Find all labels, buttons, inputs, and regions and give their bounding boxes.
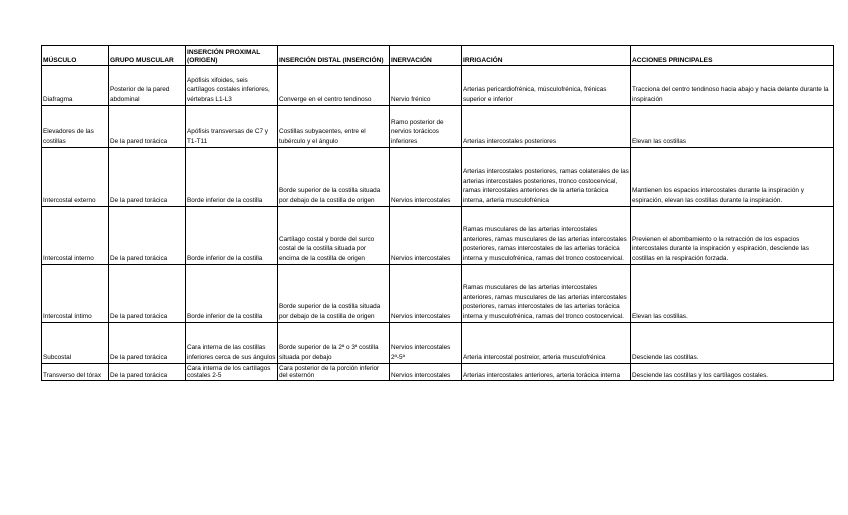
- cell-irrigacion: Arterias intercostales anteriores, arteria torácica interna: [462, 364, 631, 381]
- header-acciones: ACCIONES PRINCIPALES: [631, 46, 834, 66]
- cell-inervacion: Nervio frénico: [390, 66, 462, 106]
- header-musculo: MÚSCULO: [42, 46, 109, 66]
- cell-insercion: Converge en el centro tendinoso: [278, 66, 390, 106]
- cell-grupo: De la pared torácica: [109, 207, 186, 265]
- cell-grupo: De la pared torácica: [109, 148, 186, 207]
- cell-acciones: Mantienen los espacios intercostales durante la inspiración y espiración, elevan las costillas durante la inspiración.: [631, 148, 834, 207]
- cell-insercion: Borde superior de la 2ª o 3ª costilla situada por debajo: [278, 323, 390, 364]
- cell-irrigacion: Arterias intercostales posteriores: [462, 106, 631, 148]
- cell-irrigacion: Arterias intercostales posteriores, ramas colaterales de las arterias intercostales posteriores, tronco costocervical, ramas intercostales anteriores de la arteria torácica interna, arteria musculofrénica: [462, 148, 631, 207]
- table-row: [42, 323, 834, 364]
- header-inervacion: INERVACIÓN: [390, 46, 462, 66]
- cell-origen: Apófisis xifoides, seis cartílagos costales inferiores, vértebras L1-L3: [186, 66, 278, 106]
- table-row: [42, 207, 834, 265]
- cell-irrigacion: Ramas musculares de las arterias intercostales anteriores, ramas musculares de las arterias intercostales posteriores, ramas intercostales de las arterias torácica interna y musculofrénica, ramas del tronco costocervical.: [462, 207, 631, 265]
- cell-insercion: Costillas subyacentes, entre el tubérculo y el ángulo: [278, 106, 390, 148]
- cell-insercion: Cartílago costal y borde del surco costal de la costilla situada por encima de la costilla de origen: [278, 207, 390, 265]
- cell-insercion: Borde superior de la costilla situada por debajo de la costilla de origen: [278, 148, 390, 207]
- header-insercion-proximal: INSERCIÓN PROXIMAL (ORIGEN): [186, 46, 278, 66]
- cell-origen: Borde inferior de la costilla: [186, 207, 278, 265]
- cell-inervacion: Nervios intercostales: [390, 148, 462, 207]
- cell-inervacion: Nervios intercostales: [390, 265, 462, 323]
- cell-musculo: Subcostal: [42, 323, 109, 364]
- cell-acciones: Elevan las costillas: [631, 106, 834, 148]
- cell-irrigacion: Arterias pericardiofrénica, músculofrénica, frénicas superior e inferior: [462, 66, 631, 106]
- cell-acciones: Tracciona del centro tendinoso hacia abajo y hacia delante durante la inspiración: [631, 66, 834, 106]
- cell-inervacion: Nervios intercostales: [390, 207, 462, 265]
- cell-grupo: Posterior de la pared abdominal: [109, 66, 186, 106]
- cell-origen: Cara interna de los cartílagos costales 2-5: [186, 364, 278, 381]
- cell-inervacion: Ramo posterior de nervios torácicos inferiores: [390, 106, 462, 148]
- cell-acciones: Desciende las costillas.: [631, 323, 834, 364]
- cell-grupo: De la pared torácica: [109, 323, 186, 364]
- cell-origen: Borde inferior de la costilla: [186, 265, 278, 323]
- cell-origen: Cara interna de las costillas inferiores cerca de sus ángulos: [186, 323, 278, 364]
- cell-insercion: Cara posterior de la porción inferior del esternón: [278, 364, 390, 381]
- table-row: [42, 265, 834, 323]
- cell-origen: Borde inferior de la costilla: [186, 148, 278, 207]
- cell-musculo: Intercostal íntimo: [42, 265, 109, 323]
- cell-grupo: De la pared torácica: [109, 106, 186, 148]
- cell-musculo: Intercostal interno: [42, 207, 109, 265]
- cell-origen: Apófisis transversas de C7 y T1-T11: [186, 106, 278, 148]
- cell-irrigacion: Ramas musculares de las arterias intercostales anteriores, ramas musculares de las arterias intercostales posteriores, ramas intercostales de las arterias torácica interna y musculofrénica, ramas del tronco costocervical.: [462, 265, 631, 323]
- table-row: [42, 148, 834, 207]
- table-row: [42, 364, 834, 381]
- table-row: [42, 106, 834, 148]
- cell-acciones: Desciende las costillas y los cartílagos costales.: [631, 364, 834, 381]
- cell-inervacion: Nervios intercostales: [390, 364, 462, 381]
- cell-acciones: Previenen el abombamiento o la retracción de los espacios intercostales durante la inspiración y espiración, desciende las costillas en la respiración forzada.: [631, 207, 834, 265]
- cell-grupo: De la pared torácica: [109, 364, 186, 381]
- cell-musculo: Intercostal externo: [42, 148, 109, 207]
- cell-acciones: Elevan las costillas.: [631, 265, 834, 323]
- header-row: [42, 46, 834, 66]
- header-grupo-muscular: GRUPO MUSCULAR: [109, 46, 186, 66]
- cell-insercion: Borde superior de la costilla situada por debajo de la costilla de origen: [278, 265, 390, 323]
- cell-inervacion: Nervios intercostales 2ª-5ª: [390, 323, 462, 364]
- cell-musculo: Transverso del tórax: [42, 364, 109, 381]
- header-insercion-distal: INSERCIÓN DISTAL (INSERCIÓN): [278, 46, 390, 66]
- cell-musculo: Diafragma: [42, 66, 109, 106]
- cell-irrigacion: Arteria intercostal postreior, arteria musculofrénica: [462, 323, 631, 364]
- cell-musculo: Elevadores de las costillas: [42, 106, 109, 148]
- table-row: [42, 66, 834, 106]
- header-irrigacion: IRRIGACIÓN: [462, 46, 631, 66]
- muscle-table: [41, 45, 834, 381]
- cell-grupo: De la pared torácica: [109, 265, 186, 323]
